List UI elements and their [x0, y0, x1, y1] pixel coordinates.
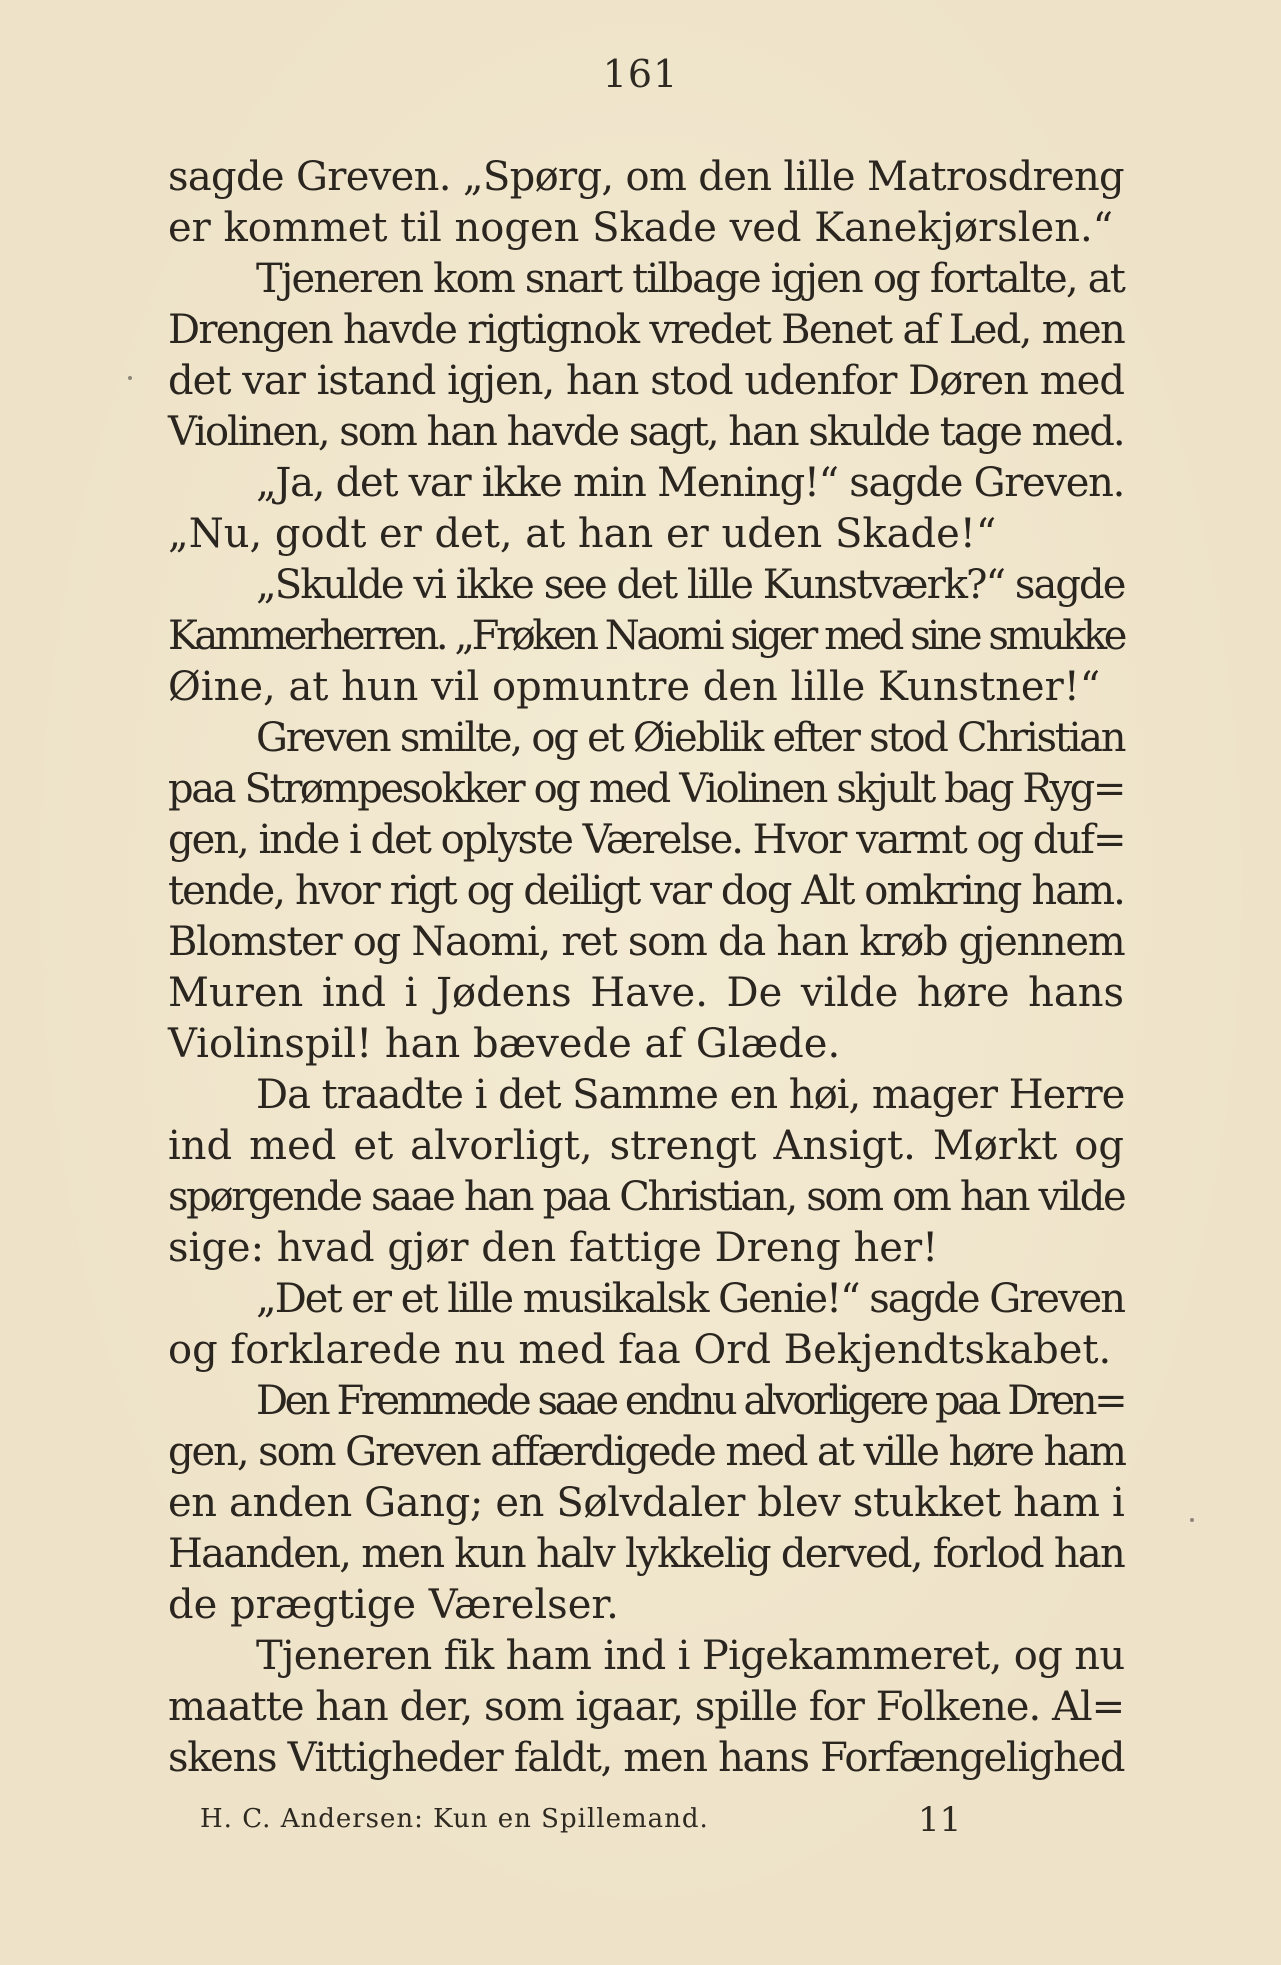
printer-signature: H. C. Andersen: Kun en Spillemand. [200, 1804, 709, 1834]
text-line: sagde Greven. „Spørg, om den lille Matrosdreng [168, 154, 1124, 200]
text-line: Øine, at hun vil opmuntre den lille Kunstner!“ [168, 664, 1101, 710]
text-line: ind med et alvorligt, strengt Ansigt. Mørkt og [168, 1123, 1124, 1169]
text-line: maatte han der, som igaar, spille for Folkene. Al= [168, 1684, 1125, 1730]
text-line: Tjeneren kom snart tilbage igjen og fortalte, at [256, 256, 1124, 302]
text-line: sige: hvad gjør den fattige Dreng her! [168, 1225, 939, 1271]
text-line: „Nu, godt er det, at han er uden Skade!“ [168, 511, 997, 557]
text-line: Muren ind i Jødens Have. De vilde høre hans [168, 970, 1124, 1016]
text-line: spørgende saae han paa Christian, som om han vilde [168, 1174, 1125, 1220]
text-line: tende, hvor rigt og deiligt var dog Alt omkring ham. [168, 868, 1124, 914]
text-line: Haanden, men kun halv lykkelig derved, forlod han [168, 1531, 1124, 1577]
text-line: det var istand igjen, han stod udenfor Døren med [168, 358, 1124, 404]
sheet-number: 11 [918, 1800, 962, 1840]
text-line: gen, inde i det oplyste Værelse. Hvor varmt og duf= [168, 817, 1125, 863]
text-line: Blomster og Naomi, ret som da han krøb gjennem [168, 919, 1125, 965]
text-line: og forklarede nu med faa Ord Bekjendtskabet. [168, 1327, 1112, 1373]
text-line: Drengen havde rigtignok vredet Benet af Led, men [168, 307, 1125, 353]
text-line: en anden Gang; en Sølvdaler blev stukket ham i [168, 1480, 1125, 1526]
text-line: Violinspil! han bævede af Glæde. [168, 1021, 841, 1067]
page-number: 161 [602, 52, 679, 96]
paper-speck [1190, 1518, 1194, 1522]
text-line: Greven smilte, og et Øieblik efter stod Christian [256, 715, 1125, 761]
text-line: de prægtige Værelser. [168, 1582, 619, 1628]
text-line: Den Fremmede saae endnu alvorligere paa Dren= [256, 1378, 1125, 1424]
text-line: paa Strømpesokker og med Violinen skjult bag Ryg= [168, 766, 1124, 812]
paper-speck [128, 376, 132, 380]
page-footer [0, 1800, 1281, 1840]
text-line: gen, som Greven affærdigede med at ville høre ham [168, 1429, 1125, 1475]
text-line: „Ja, det var ikke min Mening!“ sagde Greven. [256, 460, 1124, 506]
text-line: er kommet til nogen Skade ved Kanekjørslen.“ [168, 205, 1114, 251]
text-line: Da traadte i det Samme en høi, mager Herre [256, 1072, 1125, 1118]
text-line: „Skulde vi ikke see det lille Kunstværk?“ sagde [256, 562, 1125, 608]
text-line: Kammerherren. „Frøken Naomi siger med sine smukke [168, 613, 1124, 659]
text-line: Tjeneren fik ham ind i Pigekammeret, og nu [256, 1633, 1125, 1679]
text-line: Violinen, som han havde sagt, han skulde tage med. [168, 409, 1124, 455]
text-line: „Det er et lille musikalsk Genie!“ sagde Greven [256, 1276, 1124, 1322]
text-line: skens Vittigheder faldt, men hans Forfængelighed [168, 1735, 1125, 1781]
